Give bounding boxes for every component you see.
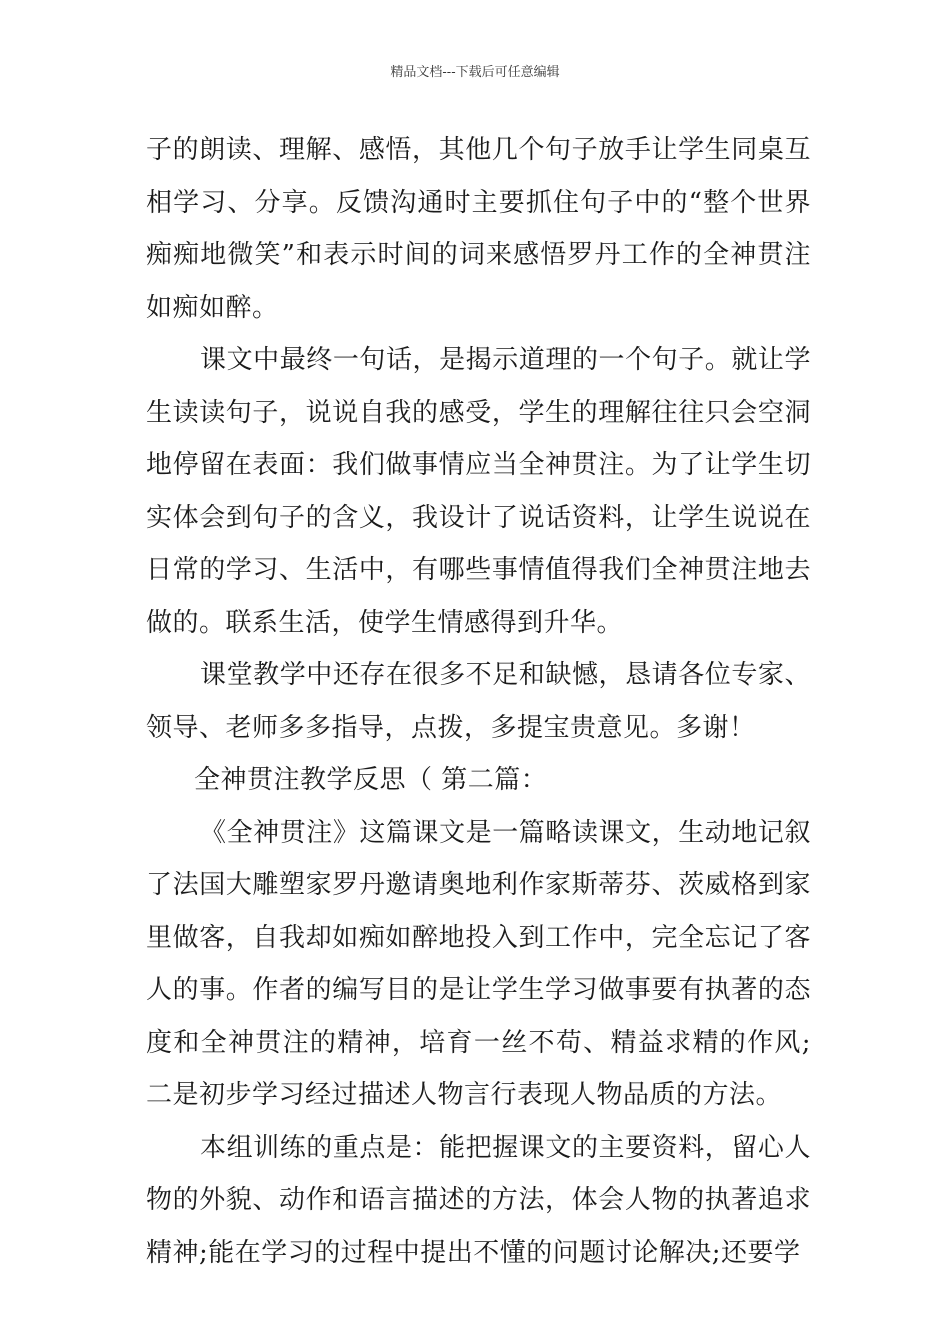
paragraph-training-focus: 本组训练的重点是：能把握课文的主要资料，留心人物的外貌、动作和语言描述的方法，体会人物的执著追求精神;能在学习的过程中提出不懂的问题讨论解决;还要学 xyxy=(146,1132,811,1268)
paragraph-closing: 课堂教学中还存在很多不足和缺憾，恳请各位专家、领导、老师多多指导，点拨，多提宝贵意见。多谢！ xyxy=(146,660,811,743)
paragraph-final-sentence: 课文中最终一句话，是揭示道理的一个句子。就让学生读读句子，说说自我的感受，学生的理解往往只会空洞地停留在表面：我们做事情应当全神贯注。为了让学生切实体会到句子的含义，我设计了说话资料，让学生说说在日常的学习、生活中，有哪些事情值得我们全神贯注地去做的。联系生活，使学生情感得到升华。 xyxy=(146,345,811,638)
document-body xyxy=(146,124,811,1279)
section-heading: 全神贯注教学反思（ 第二篇： xyxy=(194,765,548,795)
paragraph-continuation: 子的朗读、理解、感悟，其他几个句子放手让学生同桌互相学习、分享。反馈沟通时主要抓住句子中的“整个世界痴痴地微笑”和表示时间的词来感悟罗丹工作的全神贯注如痴如醉。 xyxy=(146,135,811,323)
page-header: 精品文档---下载后可任意编辑 xyxy=(390,65,560,80)
paragraph-intro-second: 《全神贯注》这篇课文是一篇略读课文，生动地记叙了法国大雕塑家罗丹邀请奥地利作家斯蒂芬、茨威格到家里做客，自我却如痴如醉地投入到工作中，完全忘记了客人的事。作者的编写目的是让学生学习做事要有执著的态度和全神贯注的精神，培育一丝不苟、精益求精的作风;二是初步学习经过描述人物言行表现人物品质的方法。 xyxy=(146,817,811,1110)
